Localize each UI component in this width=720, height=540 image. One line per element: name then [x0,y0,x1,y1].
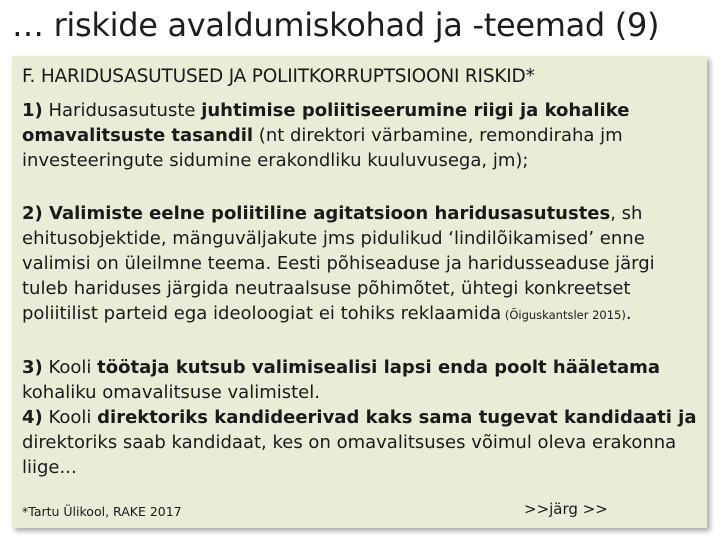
next-slide-link[interactable]: >>järg >> [524,500,608,518]
slide-title: … riskide avaldumiskohad ja -teemad (9) [12,6,660,44]
paragraph-4-emphasis: direktoriks kandideerivad kaks sama tugevat kandidaati ja [97,407,697,428]
paragraph-1-text-a: Haridusasutuste [42,100,202,121]
paragraph-3-number: 3) [22,357,43,378]
section-subtitle: F. HARIDUSASUTUSED JA POLIITKORRUPTSIOONI RISKID* [22,66,535,87]
content-box [12,56,707,528]
paragraph-2 [22,201,702,328]
paragraph-1-emphasis: juhtimise poliitiseerumine riigi ja kohalike omavalitsuste tasandil [22,100,630,146]
paragraph-4 [22,405,702,480]
paragraph-1 [22,98,702,173]
source-footnote: *Tartu Ülikool, RAKE 2017 [22,504,182,519]
paragraph-3 [22,355,702,405]
paragraph-4-text-b: direktoriks saab kandidaat, kes on omavalitsuses võimul oleva erakonna liige... [22,432,677,478]
paragraph-1-number: 1) [22,100,43,121]
paragraph-3-emphasis: töötaja kutsub valimisealisi lapsi enda poolt hääletama [97,357,661,378]
paragraph-3-text-b: kohaliku omavalitsuse valimistel. [22,382,320,403]
paragraph-2-citation: (Õiguskantsler 2015) [501,308,626,322]
paragraph-3-text-a: Kooli [42,357,98,378]
paragraph-2-period: . [625,303,632,324]
paragraph-2-emphasis: Valimiste eelne poliitiline agitatsioon haridusasutustes [42,203,611,224]
paragraph-2-text: , sh ehitusobjektide, mänguväljakute jms pidulikud ‘lindilõikamised’ enne valimisi on üleilmne teema. Eesti põhiseaduse ja haridusseaduse järgi tuleb hariduses järgida neutraalsuse põhimõtet, ühtegi konkreetset poliitilist parteid ega ideoloogiat ei tohiks reklaamida [22,203,655,324]
paragraph-4-number: 4) [22,407,43,428]
paragraph-4-text-a: Kooli [42,407,98,428]
paragraph-2-number: 2) [22,203,43,224]
paragraph-1-text-b: (nt direktori värbamine, remondiraha jm investeeringute sidumine erakondliku kuuluvusega, jm); [22,125,623,171]
